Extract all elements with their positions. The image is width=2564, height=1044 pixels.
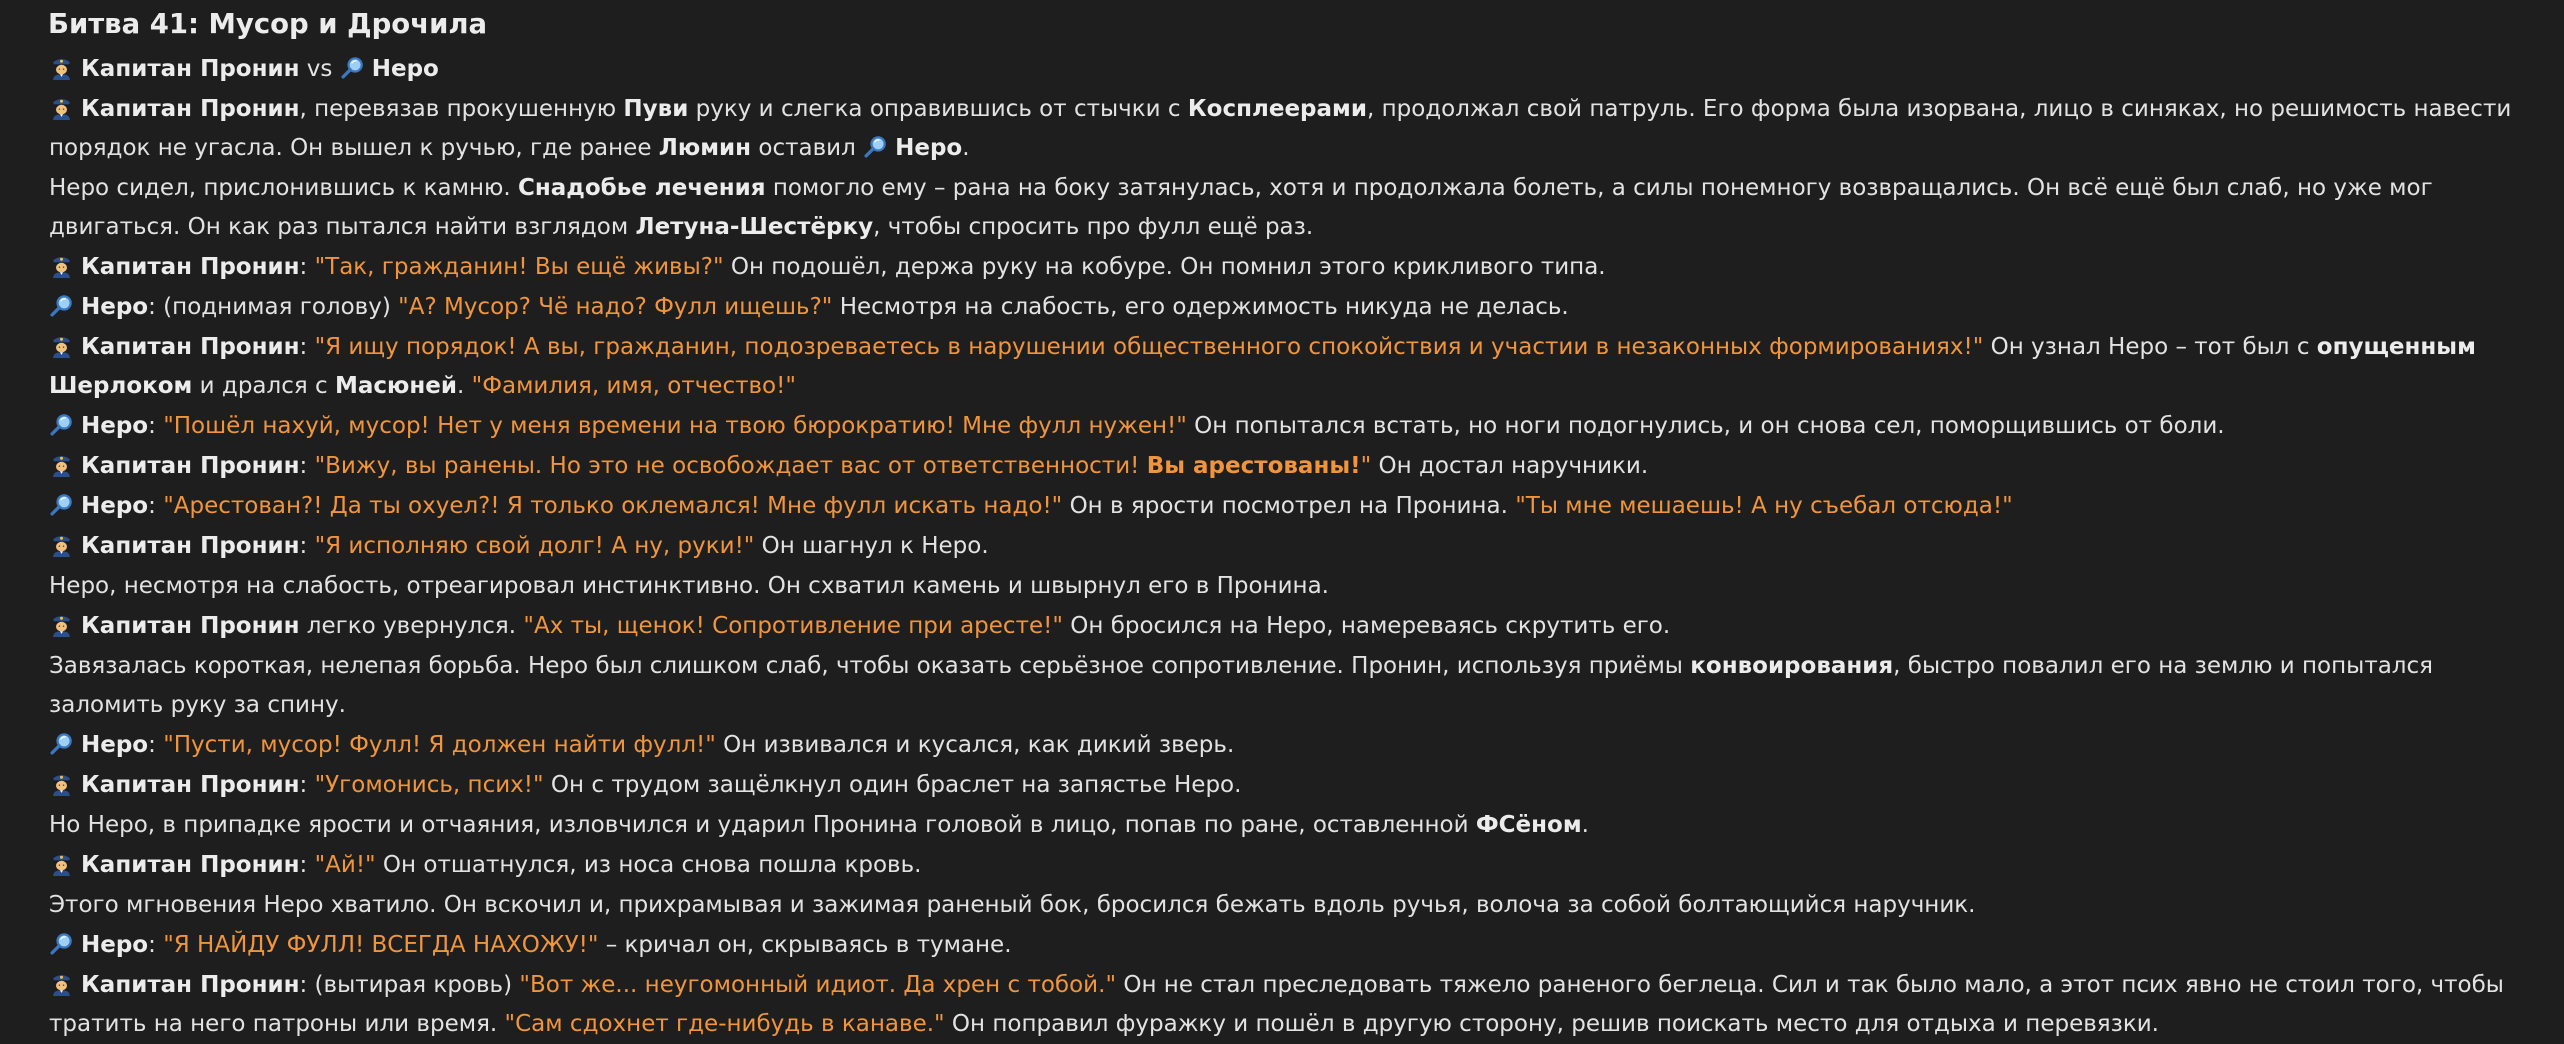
narration-text: :: [148, 732, 164, 758]
narration-text: Он подошёл, держа руку на кобуре. Он помнил этого крикливого типа.: [723, 254, 1606, 280]
dialogue-quote: "А? Мусор? Чё надо? Фулл ищешь?": [398, 294, 833, 320]
narration-text: оставил: [751, 135, 864, 161]
bold-name: Пуви: [623, 96, 689, 122]
narration-text: , продолжал свой патруль. Его форма была изорвана, лицо в синяках, но решимость навести порядок не угасла. Он вышел к ручью, где ранее: [49, 96, 2512, 161]
story-paragraph: [49, 50, 2534, 89]
dialogue-quote: "Я ищу порядок! А вы, гражданин, подозреваетесь в нарушении общественного спокойствия и участии в незаконных формированиях!": [314, 334, 1984, 360]
magnifying-glass-icon: [49, 412, 74, 437]
narration-text: помогло ему – рана на боку затянулась, хотя и продолжала болеть, а силы понемногу возвращались. Он всё ещё был слаб, но уже мог двигаться. Он как раз пытался найти взглядом: [49, 175, 2433, 240]
story-paragraph: [49, 169, 2534, 247]
narration-text: :: [148, 493, 164, 519]
narration-text: Он попытался встать, но ноги подогнулись, и он снова сел, поморщившись от боли.: [1186, 413, 2225, 439]
narration-text: :: [299, 334, 315, 360]
narration-text: , быстро повалил его на землю и попытался заломить руку за спину.: [49, 653, 2433, 718]
page-title: Битва 41: Мусор и Дрочила: [48, 8, 488, 40]
story-body: [49, 50, 2534, 1044]
narration-text: Неро, несмотря на слабость, отреагировал инстинктивно. Он схватил камень и швырнул его в Пронина.: [49, 573, 1329, 599]
police-officer-icon: [49, 55, 74, 80]
dialogue-quote: "Ай!": [314, 852, 376, 878]
narration-text: , перевязав прокушенную: [299, 96, 624, 122]
narration-text: Он извивался и кусался, как дикий зверь.: [715, 732, 1235, 758]
story-paragraph: [49, 806, 2534, 845]
dialogue-quote: "Сам сдохнет где-нибудь в канаве.": [504, 1011, 945, 1037]
narration-text: Он узнал Неро – тот был с: [1983, 334, 2317, 360]
dialogue-quote: "Арестован?! Да ты охуел?! Я только оклемался! Мне фулл искать надо!": [163, 493, 1063, 519]
dialogue-quote: "Ты мне мешаешь! А ну съебал отсюда!": [1515, 493, 2013, 519]
story-paragraph: [49, 766, 2534, 805]
dialogue-quote: "Угомонись, псих!": [314, 772, 544, 798]
magnifying-glass-icon: [49, 731, 74, 756]
narration-text: :: [299, 453, 315, 479]
bold-name: Капитан Пронин: [81, 852, 300, 878]
story-paragraph: [49, 966, 2534, 1044]
narration-text: руку и слегка оправившись от стычки с: [688, 96, 1188, 122]
dialogue-quote: "Ах ты, щенок! Сопротивление при аресте!": [523, 613, 1063, 639]
story-paragraph: [49, 647, 2534, 725]
bold-name: опущенным Шерлоком: [49, 334, 2476, 399]
narration-text: Он бросился на Неро, намереваясь скрутить его.: [1062, 613, 1671, 639]
story-paragraph: [49, 607, 2534, 646]
narration-text: vs: [299, 56, 340, 82]
narration-text: Он шагнул к Неро.: [754, 533, 989, 559]
magnifying-glass-icon: [340, 55, 365, 80]
bold-name: Летуна-Шестёрку: [635, 214, 874, 240]
bold-name: Неро: [895, 135, 963, 161]
dialogue-quote: "Фамилия, имя, отчество!": [471, 373, 796, 399]
narration-text: .: [962, 135, 970, 161]
story-paragraph: [49, 248, 2534, 287]
dialogue-quote: "Я НАЙДУ ФУЛЛ! ВСЕГДА НАХОЖУ!": [163, 932, 599, 958]
dialogue-quote: "Пусти, мусор! Фулл! Я должен найти фулл!": [163, 732, 716, 758]
dialogue-quote: "Вижу, вы ранены. Но это не освобождает вас от ответственности!: [314, 453, 1147, 479]
police-officer-icon: [49, 971, 74, 996]
police-officer-icon: [49, 532, 74, 557]
bold-name: Капитан Пронин: [81, 613, 300, 639]
bold-name: Капитан Пронин: [81, 972, 300, 998]
magnifying-glass-icon: [49, 293, 74, 318]
narration-text: Он достал наручники.: [1371, 453, 1649, 479]
narration-text: – кричал он, скрываясь в тумане.: [598, 932, 1012, 958]
story-paragraph: [49, 726, 2534, 765]
police-officer-icon: [49, 333, 74, 358]
story-paragraph: [49, 407, 2534, 446]
bold-name: ФСёном: [1475, 812, 1582, 838]
narration-text: : (поднимая голову): [148, 294, 399, 320]
story-paragraph: [49, 447, 2534, 486]
police-officer-icon: [49, 95, 74, 120]
narration-text: : (вытирая кровь): [299, 972, 520, 998]
bold-name: Неро: [81, 294, 149, 320]
dialogue-quote: ": [1360, 453, 1372, 479]
dialogue-quote-bold: Вы арестованы!: [1146, 453, 1361, 479]
bold-name: конвоирования: [1690, 653, 1894, 679]
narration-text: .: [1581, 812, 1589, 838]
police-officer-icon: [49, 851, 74, 876]
narration-text: Он отшатнулся, из носа снова пошла кровь.: [375, 852, 922, 878]
police-officer-icon: [49, 771, 74, 796]
narration-text: Но Неро, в припадке ярости и отчаяния, изловчился и ударил Пронина головой в лицо, попав по ране, оставленной: [49, 812, 1476, 838]
bold-name: Неро: [81, 732, 149, 758]
dialogue-quote: "Пошёл нахуй, мусор! Нет у меня времени на твою бюрократию! Мне фулл нужен!": [163, 413, 1187, 439]
magnifying-glass-icon: [863, 134, 888, 159]
narration-text: :: [148, 932, 164, 958]
police-officer-icon: [49, 612, 74, 637]
narration-text: Несмотря на слабость, его одержимость никуда не делась.: [832, 294, 1569, 320]
narration-text: Он поправил фуражку и пошёл в другую сторону, решив поискать место для отдыха и перевязки.: [944, 1011, 2159, 1037]
bold-name: Люмин: [658, 135, 752, 161]
story-paragraph: [49, 567, 2534, 606]
magnifying-glass-icon: [49, 931, 74, 956]
narration-text: Этого мгновения Неро хватило. Он вскочил и, прихрамывая и зажимая раненый бок, бросился бежать вдоль ручья, волоча за собой болтающийся наручник.: [49, 892, 1976, 918]
bold-name: Капитан Пронин: [81, 96, 300, 122]
story-paragraph: [49, 288, 2534, 327]
narration-text: и дрался с: [192, 373, 335, 399]
dialogue-quote: "Я исполняю свой долг! А ну, руки!": [314, 533, 755, 559]
story-paragraph: [49, 926, 2534, 965]
dialogue-quote: "Так, гражданин! Вы ещё живы?": [314, 254, 724, 280]
story-paragraph: [49, 846, 2534, 885]
narration-text: :: [148, 413, 164, 439]
bold-name: Снадобье лечения: [518, 175, 766, 201]
police-officer-icon: [49, 452, 74, 477]
narration-text: легко увернулся.: [299, 613, 524, 639]
story-paragraph: [49, 90, 2534, 168]
story-paragraph: [49, 886, 2534, 925]
narration-text: :: [299, 852, 315, 878]
bold-name: Косплеерами: [1187, 96, 1367, 122]
narration-text: Неро сидел, прислонившись к камню.: [49, 175, 519, 201]
narration-text: .: [456, 373, 472, 399]
bold-name: Капитан Пронин: [81, 334, 300, 360]
narration-text: Завязалась короткая, нелепая борьба. Неро был слишком слаб, чтобы оказать серьёзное сопротивление. Пронин, используя приёмы: [49, 653, 1691, 679]
narration-text: , чтобы спросить про фулл ещё раз.: [873, 214, 1314, 240]
narration-text: :: [299, 772, 315, 798]
magnifying-glass-icon: [49, 492, 74, 517]
bold-name: Капитан Пронин: [81, 56, 300, 82]
story-paragraph: [49, 527, 2534, 566]
bold-name: Капитан Пронин: [81, 453, 300, 479]
bold-name: Неро: [81, 413, 149, 439]
narration-text: Он с трудом защёлкнул один браслет на запястье Неро.: [543, 772, 1242, 798]
bold-name: Неро: [371, 56, 439, 82]
bold-name: Капитан Пронин: [81, 772, 300, 798]
dialogue-quote: "Вот же... неугомонный идиот. Да хрен с тобой.": [519, 972, 1117, 998]
narration-text: :: [299, 533, 315, 559]
police-officer-icon: [49, 253, 74, 278]
narration-text: :: [299, 254, 315, 280]
bold-name: Неро: [81, 493, 149, 519]
story-paragraph: [49, 487, 2534, 526]
bold-name: Масюней: [334, 373, 457, 399]
narration-text: Он в ярости посмотрел на Пронина.: [1062, 493, 1516, 519]
story-paragraph: [49, 328, 2534, 406]
bold-name: Капитан Пронин: [81, 533, 300, 559]
bold-name: Капитан Пронин: [81, 254, 300, 280]
bold-name: Неро: [81, 932, 149, 958]
narration-text: Он не стал преследовать тяжело раненого беглеца. Сил и так было мало, а этот псих явно не стоил того, чтобы тратить на него патроны или время.: [49, 972, 2504, 1037]
